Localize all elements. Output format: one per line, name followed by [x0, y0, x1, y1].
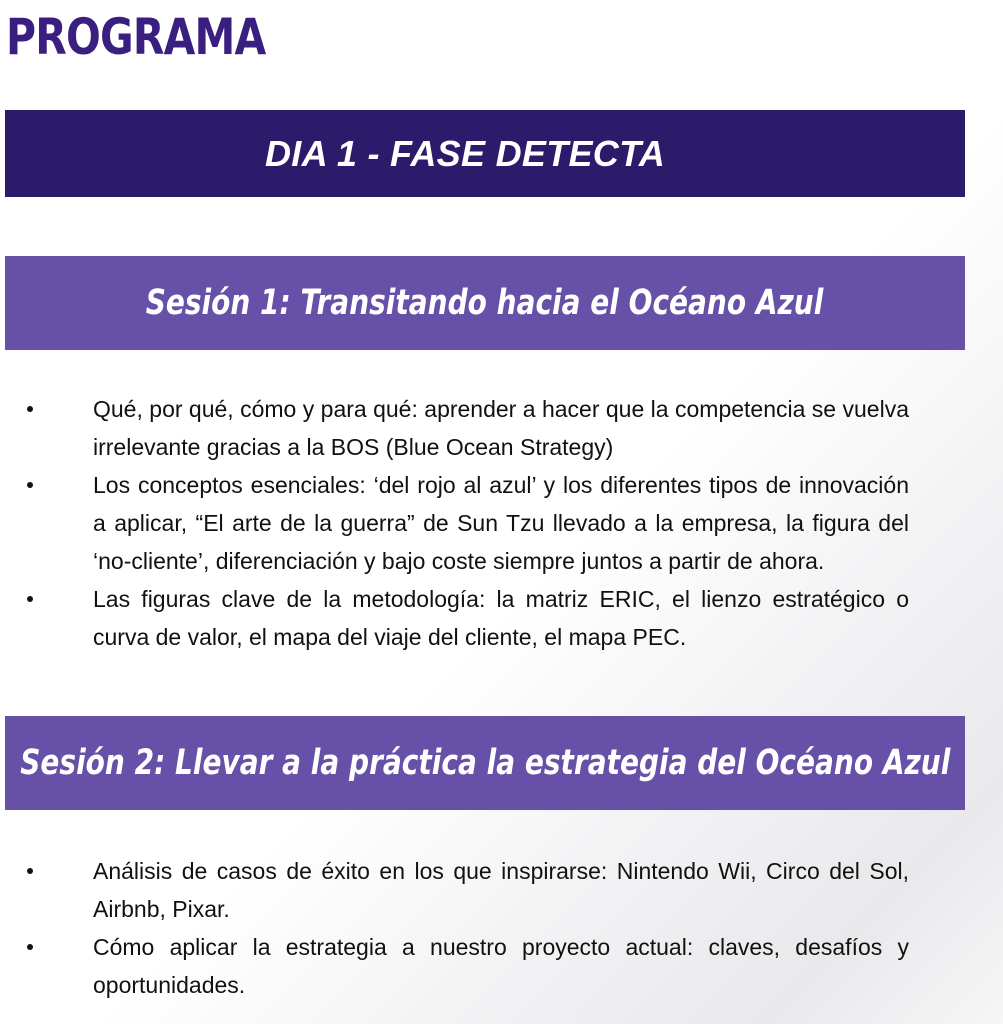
day-banner-title: DIA 1 - FASE DETECTA: [264, 132, 666, 174]
day-banner: [5, 110, 965, 197]
session-2-title: Sesión 2: Llevar a la práctica la estrategia del Océano Azul: [19, 743, 951, 783]
bullet-text: Análisis de casos de éxito en los que inspirarse: Nintendo Wii, Circo del Sol, Airbnb, Pixar.: [93, 858, 909, 922]
bullet-dot-icon: [27, 944, 33, 950]
bullet-item: [0, 390, 909, 466]
bullet-text: Los conceptos esenciales: ‘del rojo al azul’ y los diferentes tipos de innovación a aplicar, “El arte de la guerra” de Sun Tzu llevado a la empresa, la figura del ‘no-cliente’, diferenciación y bajo coste siempre juntos a partir de ahora.: [93, 472, 909, 574]
bullet-text: Las figuras clave de la metodología: la matriz ERIC, el lienzo estratégico o curva de valor, el mapa del viaje del cliente, el mapa PEC.: [93, 586, 909, 650]
bullet-text: Cómo aplicar la estrategia a nuestro proyecto actual: claves, desafíos y oportunidades.: [93, 934, 909, 998]
bullet-item: [0, 928, 909, 1004]
bullet-item: [0, 852, 909, 928]
bullet-dot-icon: [27, 406, 33, 412]
session-1-title: Sesión 1: Transitando hacia el Océano Azul: [146, 283, 824, 323]
page-title: PROGRAMA: [6, 8, 266, 66]
session-1-banner: [5, 256, 965, 350]
bullet-text: Qué, por qué, cómo y para qué: aprender a hacer que la competencia se vuelva irrelevante gracias a la BOS (Blue Ocean Strategy): [93, 396, 909, 460]
bullet-item: [0, 580, 909, 656]
session-1-bullet-list: [0, 390, 909, 656]
bullet-dot-icon: [27, 482, 33, 488]
bullet-dot-icon: [27, 596, 33, 602]
session-2-bullet-list: [0, 852, 909, 1004]
bullet-item: [0, 466, 909, 580]
session-2-banner: [5, 716, 965, 810]
bullet-dot-icon: [27, 868, 33, 874]
